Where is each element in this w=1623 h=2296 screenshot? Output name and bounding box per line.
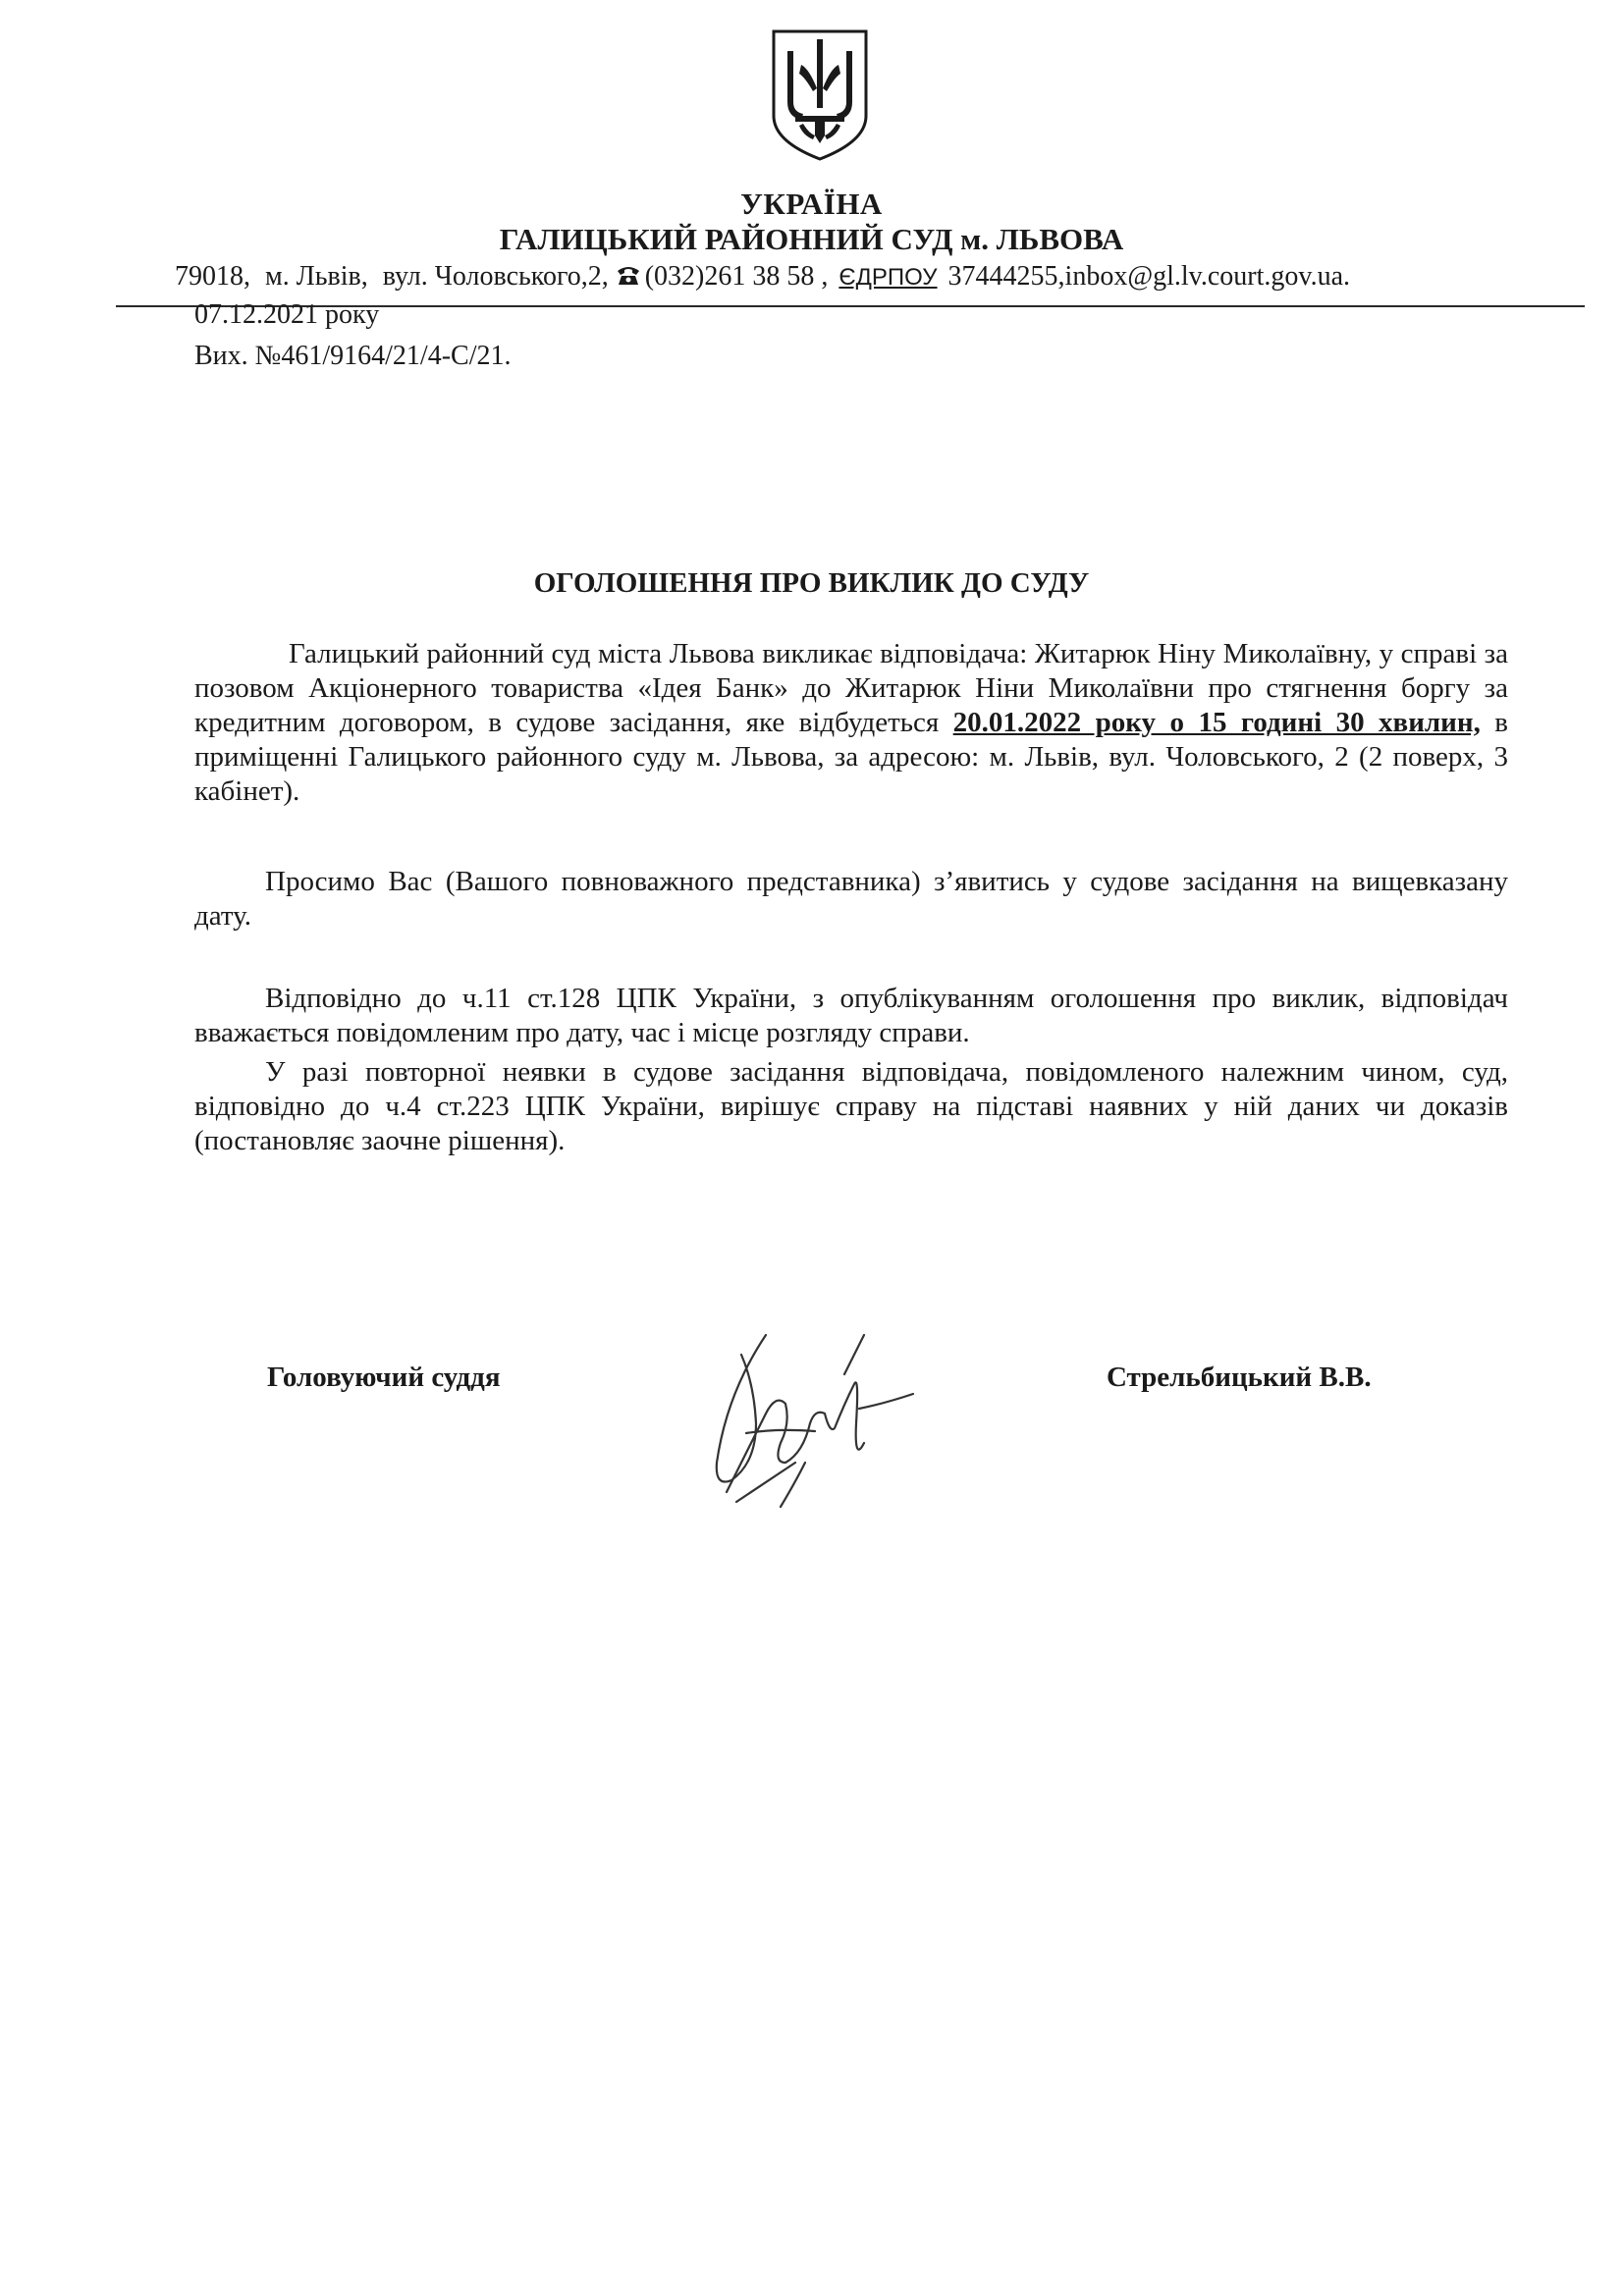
address-city: м. Львів, [265, 261, 368, 292]
edrpou-label: ЄДРПОУ [839, 264, 938, 291]
document-date: 07.12.2021 року [194, 299, 380, 330]
telephone-icon [616, 265, 641, 287]
edrpou-and-email: 37444255,inbox@gl.lv.court.gov.ua. [947, 261, 1350, 292]
hearing-datetime: 20.01.2022 року о 15 годині 30 хвилин, [952, 707, 1481, 738]
address-postcode: 79018, [175, 261, 250, 292]
country-title: УКРАЇНА [740, 187, 883, 221]
notice-paragraph-1 [194, 637, 1508, 809]
address-phone: (032)261 38 58 , [644, 261, 829, 292]
paragraph-1-continuation: в приміщенні Галицького районного суду м. Львова, за адресою: м. Львів, вул. Чоловського, 2 (2 поверх, 3 кабінет). [194, 707, 1508, 807]
court-name: ГАЛИЦЬКИЙ РАЙОННИЙ СУД м. ЛЬВОВА [499, 222, 1124, 256]
judge-title: Головуючий суддя [267, 1362, 501, 1393]
paragraph-1-text: Галицький районний суд міста Львова викликає відповідача: Житарюк Ніну Миколаївну, у справі за позовом Акціонерного товариства «Ідея Банк» до Житарюк Ніни Миколаївни про стягнення боргу за кредитним договором, в судове засідання, яке відбудеться [194, 638, 1508, 738]
outgoing-number: Вих. №461/9164/21/4-С/21. [194, 341, 512, 371]
judge-name: Стрельбицький В.В. [1107, 1362, 1372, 1393]
handwritten-signature [687, 1315, 923, 1522]
notice-title: ОГОЛОШЕННЯ ПРО ВИКЛИК ДО СУДУ [533, 567, 1090, 599]
trident-emblem-icon [766, 26, 874, 163]
court-address-line [175, 261, 1350, 293]
notice-paragraph-3: Відповідно до ч.11 ст.128 ЦПК України, з опублікуванням оголошення про виклик, відповідач вважається повідомленим про дату, час і місце розгляду справи. [194, 983, 1508, 1048]
notice-paragraph-4: У разі повторної неявки в судове засідання відповідача, повідомленого належним чином, суд, відповідно до ч.4 ст.223 ЦПК України, вирішує справу на підставі наявних у ній даних чи доказів (постановляє заочне рішення). [194, 1056, 1508, 1156]
notice-paragraph-2: Просимо Вас (Вашого повноважного представника) з’явитись у судове засідання на вищевказану дату. [194, 866, 1508, 932]
address-street: вул. Чоловського,2, [382, 261, 609, 292]
